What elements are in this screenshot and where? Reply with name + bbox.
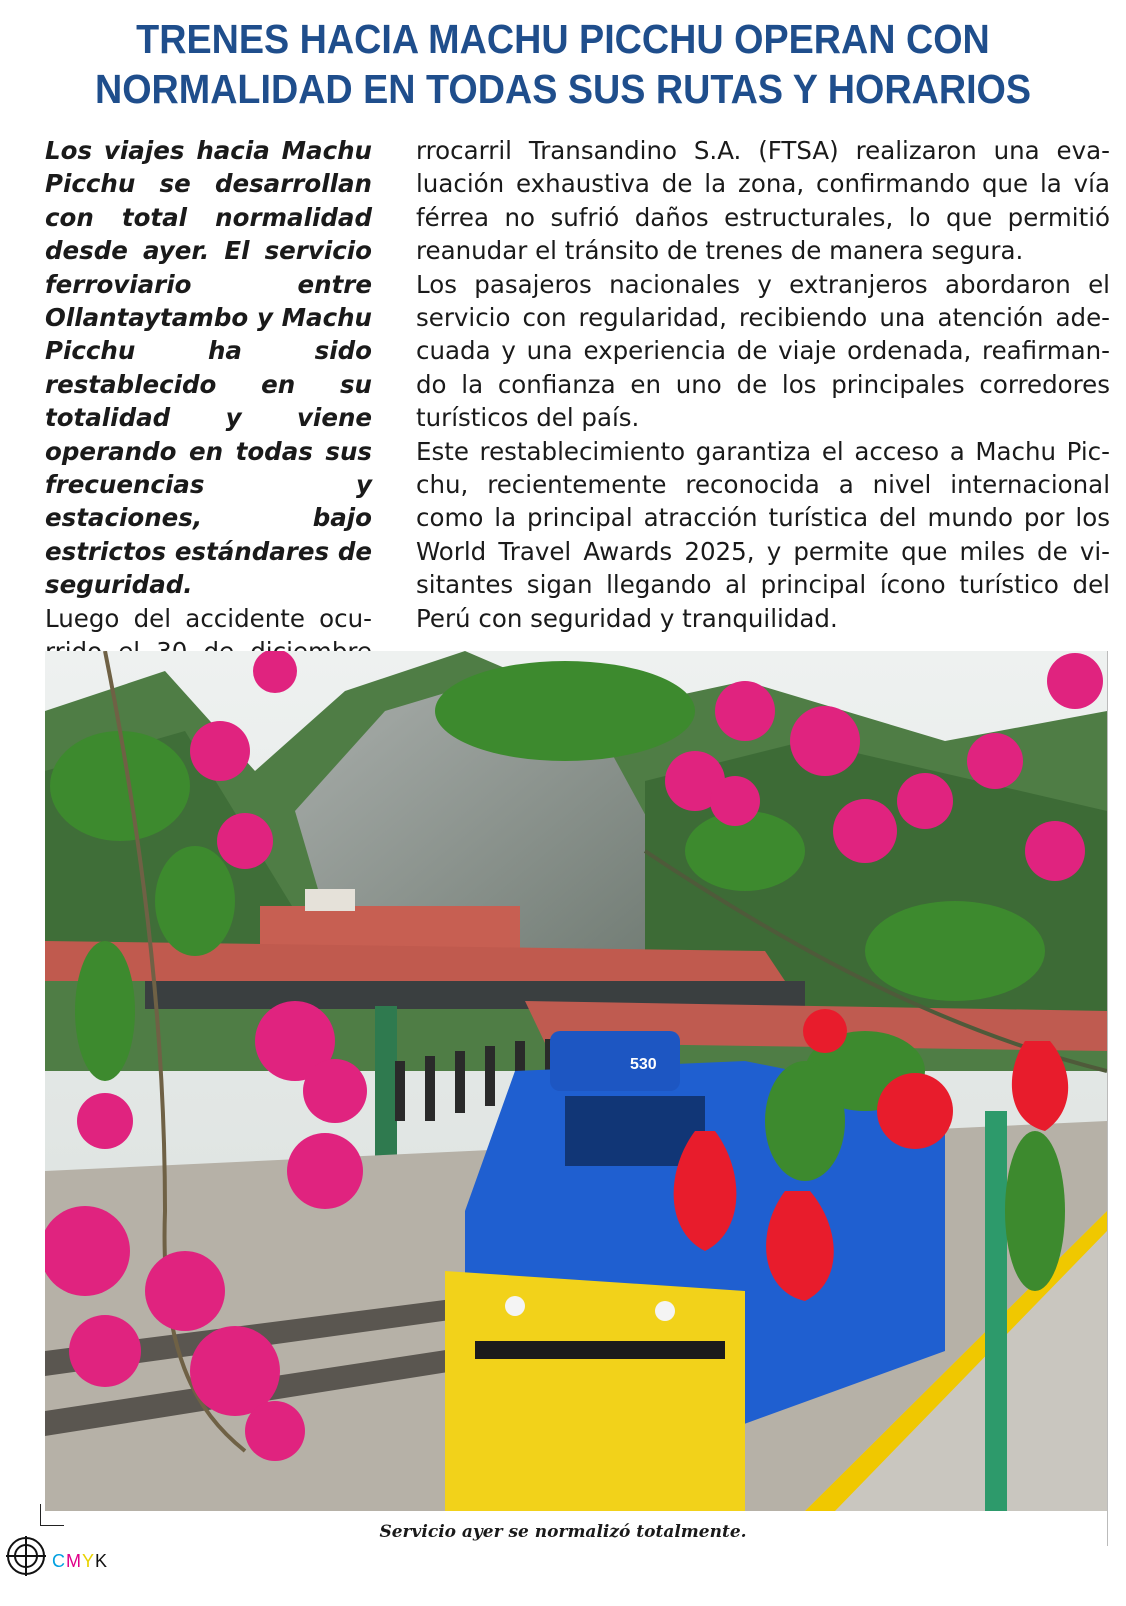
body-paragraph-1-start: Luego del accidente ocu <box>45 603 372 633</box>
headline-line-1: TRENES HACIA MACHU PICCHU OPERAN CON <box>136 16 990 62</box>
left-column <box>45 134 372 735</box>
registration-mark-icon <box>6 1536 46 1576</box>
crop-mark-vertical <box>40 1504 41 1526</box>
lead-paragraph: Los viajes hacia Machu Picchu se desarrollan con total normalidad desde ayer. El servicio ferroviario entre Ollantaytambo y Machu Picchu ha sido restablecido en su totalidad y viene operando en todas sus frecuencias y estaciones, bajo estrictos estándares de seguridad. <box>45 136 372 600</box>
photo-train-station-icon <box>45 651 1107 1511</box>
cmyk-y: Y <box>82 1551 96 1571</box>
headline-line-2: NORMALIDAD EN TODAS SUS RUTAS Y HORARIOS <box>94 66 1032 112</box>
article-photo <box>45 651 1107 1511</box>
headline <box>82 14 1044 114</box>
body-paragraph-3: Este restablecimiento garantiza el acceso a Machu Picchu, recientemente reconocida a nivel internacional como la principal atracción turística del mundo por los World Travel Awards 2025, y permite que miles de visitantes sigan llegando al principal ícono turístico del Perú con seguridad y tranquilidad. <box>416 436 1110 633</box>
right-margin-rule <box>1107 651 1108 1546</box>
train-number: 530 <box>630 1056 657 1073</box>
cmyk-m: M <box>66 1551 82 1571</box>
cmyk-color-bar <box>52 1551 108 1572</box>
body-paragraph-2: Los pasajeros nacionales y extranjeros abordaron el servicio con regularidad, recibiendo una atención adecuada y una experiencia de viaje ordenada, reafirmando la confianza en uno de los principales corredores turísticos del país. <box>416 269 1110 433</box>
right-column <box>416 134 1110 635</box>
cmyk-c: C <box>52 1551 66 1571</box>
body-paragraph-1-end: rrocarril Transandino S.A. (FTSA) realizaron una evaluación exhaustiva de la zona, confirmando que la vía férrea no sufrió daños estructurales, lo que permitió reanudar el tránsito de trenes de manera segura. <box>416 136 1110 266</box>
crop-mark-horizontal <box>40 1525 64 1526</box>
cmyk-k: K <box>95 1551 109 1571</box>
photo-caption: Servicio ayer se normalizó totalmente. <box>379 1522 747 1542</box>
